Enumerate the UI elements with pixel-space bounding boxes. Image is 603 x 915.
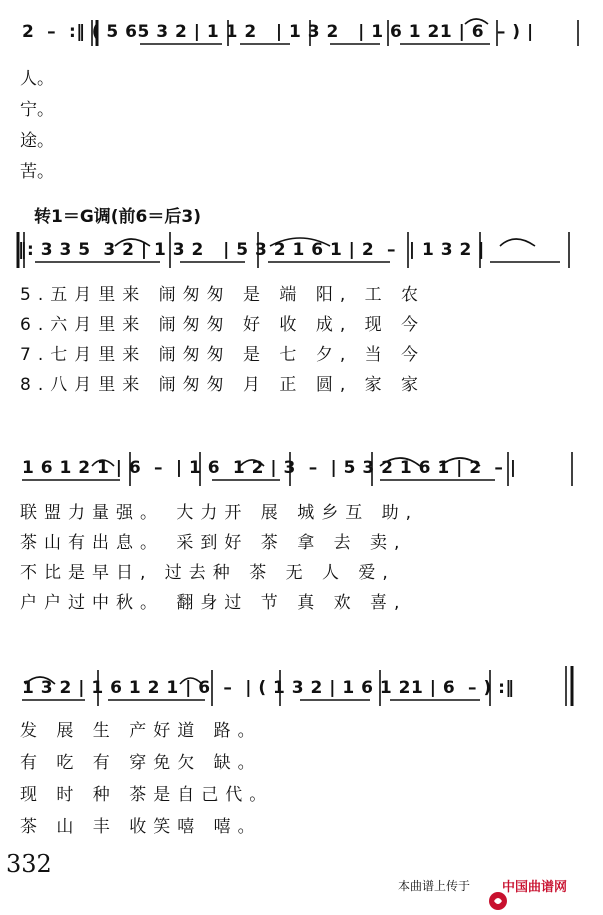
lyric-end-3: 途。 — [20, 131, 54, 151]
system3-lyric-verse6: 有 吃 有 穿免欠 缺。 — [20, 753, 262, 773]
system2-notes: 1 6 1 2 1 | 6 – | 1 6 1 2 | 3 – | 5 3 2 1 6 1 | 2 – | — [22, 458, 517, 478]
lyric-end-2: 宁。 — [20, 100, 54, 120]
system3-lyric-verse8: 茶 山 丰 收笑嘻 嘻。 — [20, 817, 262, 837]
previous-section-notes: 2 – :‖ ( 5 65 3 2 | 1 1 2 | 1 3 2 | 1 6 1 21 | 6 – ) | — [22, 22, 534, 42]
system1-lyric-verse8: 8.八月里来 闹匆匆 月 正 圆, 家 家 — [20, 375, 426, 395]
site-logo-icon — [478, 872, 498, 892]
system1-lyric-verse6: 6.六月里来 闹匆匆 好 收 成, 现 今 — [20, 315, 426, 335]
system2-lyric-verse5: 联盟力量强。 大力开 展 城乡互 助, — [20, 503, 419, 523]
system1-notes: ‖: 3 3 5 3 2 | 1 3 2 | 5 3 2 1 6 1 | 2 – | 1 3 2 | — [18, 240, 485, 260]
footer-upload-text: 本曲谱上传于 — [398, 879, 471, 893]
system1-lyric-verse7: 7.七月里来 闹匆匆 是 七 夕, 当 今 — [20, 345, 426, 365]
system3-notes: 1 3 2 | 1 6 1 2 1 | 6 – | ( 1 3 2 | 1 6 1 21 | 6 – ) :‖ — [22, 678, 515, 698]
page-number: 332 — [6, 850, 52, 878]
system1-lyric-verse5: 5.五月里来 闹匆匆 是 端 阳, 工 农 — [20, 285, 426, 305]
key-change-heading: 转1＝G调(前6＝后3) — [34, 207, 201, 227]
system2-lyric-verse6: 茶山有出息。 采到好 茶 拿 去 卖, — [20, 533, 407, 553]
system3-lyric-verse7: 现 时 种 茶是自己代。 — [20, 785, 274, 805]
footer-brand[interactable]: 中国曲谱网 — [502, 880, 568, 895]
system2-lyric-verse8: 户户过中秋。 翻身过 节 真 欢 喜, — [20, 593, 407, 613]
system3-lyric-verse5: 发 展 生 产好道 路。 — [20, 721, 262, 741]
lyric-end-1: 人。 — [20, 69, 54, 89]
lyric-end-4: 苦。 — [20, 162, 54, 182]
system2-lyric-verse7: 不比是早日, 过去种 茶 无 人 爱, — [20, 563, 395, 583]
